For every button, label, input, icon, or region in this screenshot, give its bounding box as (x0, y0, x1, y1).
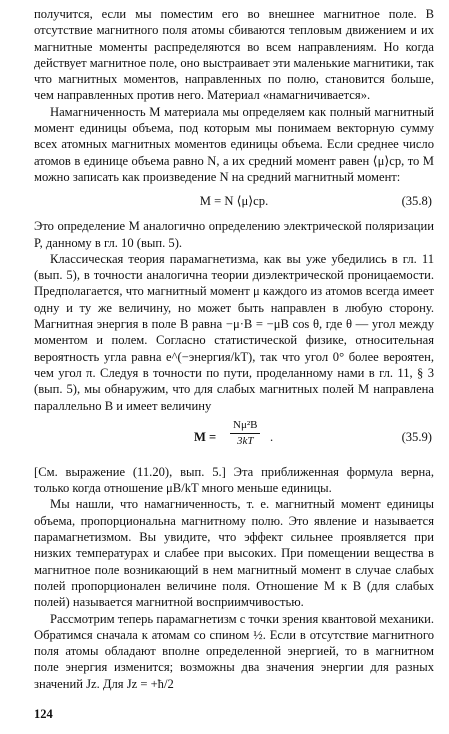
paragraph-paramagnetism: Мы нашли, что намагниченность, т. е. магнитный момент единицы объема, пропорциональна магнитному полю. Это явление и называется парамагнетизмом. Вы увидите, что эффект сильнее проявляется при низких температурах и слабее при высоких. При помещении вещества в магнитное поле возникающий в нем магнитный момент в случае слабых полей пропорционален величине поля. Отношение M к B (для слабых полей) называется магнитной восприимчивостью. (34, 497, 434, 610)
equation-35-9-fraction (230, 418, 260, 449)
paragraph-1: получится, если мы поместим его во внешнее магнитное поле. В отсутствие магнитного поля атомы сбиваются тепловым движением и их магнитные моменты распределяются во всем направлениям. Но когда действует магнитное поле, оно выстраивает эти маленькие магнитики, так что магнитных моментов, направленных по полю, становится больше, чем направленных против него. Материал «намагничивается». (34, 7, 434, 103)
equation-35-9-denominator: 3kT (236, 434, 254, 447)
paragraph-classical-theory: Классическая теория парамагнетизма, как вы уже убедились в гл. 11 (вып. 5), в точности аналогична теории диэлектрической проницаемости. Предполагается, что магнитный момент μ каждого из атомов всегда имеет одну и ту же величину, но может быть направлен в любую сторону. Магнитная энергия в поле B равна −μ·B = −μB cos θ, где θ — угол между моментом и полем. Согласно статистической физике, относительная вероятность угла равна e^(−энергия/kT), так что угол 0° более вероятен, чем угол π. Следуя в точности по пути, проделанному нами в гл. 11, § 3 (вып. 5), мы обнаружим, что для слабых магнитных полей M направлена параллельно B и имеет величину (34, 251, 434, 413)
paragraph-3: Это определение M аналогично определению электрической поляризации P, данному в гл. 10 (вып. 5). (34, 219, 434, 250)
equation-35-8-number: (35.8) (401, 194, 432, 209)
page-number: 124 (34, 706, 53, 721)
paragraph-5: [См. выражение (11.20), вып. 5.] Эта приближенная формула верна, только когда отношение μB/kT много меньше единицы. (34, 464, 434, 496)
equation-35-9-lhs: M = (194, 429, 217, 444)
paragraph-magnetization-definition: Намагниченность M материала мы определяем как полный магнитный момент единицы объема, под которым мы понимаем векторную сумму всех атомных магнитных моментов единицы объема. Если среднее число атомов в единице объема равно N, а их средний момент равен ⟨μ⟩ср, то M можно записать как произведение N на средний магнитный момент: (34, 104, 434, 184)
equation-35-9 (34, 418, 434, 458)
equation-35-9-period: . (270, 429, 274, 444)
paragraph-quantum: Рассмотрим теперь парамагнетизм с точки зрения квантовой механики. Обратимся сначала к атомам со спином ½. Если в отсутствие магнитного поля атомы обладают вполне определенной энергией, то в магнитном поле энергия изменится; возможны два значения энергии для разных значений Jz. Для Jz = +ħ/2 (34, 611, 434, 691)
equation-35-9-numerator: Nμ²B (230, 418, 260, 434)
equation-35-8-body: M = N ⟨μ⟩ср. (199, 194, 269, 209)
equation-35-9-number: (35.9) (401, 429, 432, 444)
equation-35-8 (34, 192, 434, 210)
